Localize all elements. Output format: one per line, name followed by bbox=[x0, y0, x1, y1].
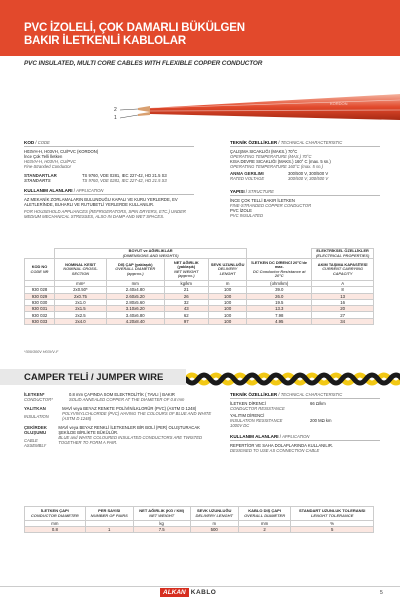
jumper-right-column: TEKNİK ÖZELLİKLER / TECHNICAL CHARACTERISTIC İLETKEN DİRENCİ CONDUCTOR RESISTANCE 66 Ω/km YALITIM DİRENCİ INSULATION RESISTANCE 1000V DC 200 MΩ km KULLANIM ALANLARI / APPLICATION REPERTİOR VE SAHA DOLAPLARINDA KULLANILIR. DESIGNED TO USE AS CONNECTION CABLE bbox=[230, 392, 380, 453]
kod-label: KOD bbox=[24, 140, 35, 145]
jumper-conductor-value-en: SOLID ANNEALED COPPER AT THE DIAMETER OF 0.8 mm bbox=[69, 397, 185, 402]
jumper-resistance-label: İLETKEN DİRENCİ bbox=[230, 401, 266, 406]
page-number: 5 bbox=[380, 590, 383, 596]
jumper-insulation-value-en: POLYVINYLCHLORIDE (PVC) HAVING THE COLOURS OF BLUE AND WHITE (ASTM D 1248) bbox=[62, 411, 212, 421]
jumper-application-label: KULLANIM ALANLARI bbox=[230, 434, 279, 439]
voltage-label-en: RATED VOLTAGE bbox=[230, 176, 265, 181]
jumper-application-label-en: APPLICATION bbox=[282, 434, 310, 439]
code-1-en: H03VH-H, H03VH, CU/PVC bbox=[24, 159, 76, 164]
jumper-assembly-value-en: BLUE and WHITE COLOURED INSULATED CONDUCTORS ARE TWISTED TOGETHER TO FORM A PAIR. bbox=[58, 435, 203, 445]
jumper-wire-illustration bbox=[186, 368, 400, 390]
voltage-value-en: 300/500 V, 300/500 V bbox=[288, 176, 329, 181]
cable-label-2: 2 bbox=[114, 107, 117, 113]
code-1: H03VH-H, H03VH, CU/PVC (KORDON) bbox=[24, 149, 99, 154]
table-row: 930 028 2x0.50* 2.40x4.80 21 100 39.0 8 bbox=[25, 287, 374, 293]
structure-2: PVC İZOLE bbox=[230, 208, 252, 213]
jumper-insulation-res-value: 200 MΩ km bbox=[310, 418, 332, 423]
brand-logo-text: KABLO bbox=[190, 589, 217, 596]
jumper-insulation-label-en: INSULATION bbox=[24, 414, 49, 419]
standards-label: STANDARTLAR bbox=[24, 173, 57, 178]
standards-value-en: TS 9760, VDE 0281, IEC 227-42, HD 21.5 S3 bbox=[82, 178, 167, 183]
tech-label: TEKNİK ÖZELLİKLER bbox=[230, 140, 278, 145]
brand-logo-mark: ALKAN bbox=[160, 588, 189, 597]
jumper-insulation-value: MAVİ veya BEYAZ RENKTE POLİVİNİLKLORÜR (PVC) (ASTM D 1248) bbox=[62, 406, 197, 411]
kod-label-en: CODE bbox=[37, 140, 50, 145]
jumper-tech-label-en: TECHNICAL CHARACTERISTIC bbox=[280, 392, 343, 397]
cable-label-1: 1 bbox=[114, 115, 117, 121]
table-row: 0.8 1 7.5 500 2 5 bbox=[25, 527, 374, 533]
brand-logo bbox=[160, 588, 216, 597]
structure-label-en: STRUCTURE bbox=[248, 189, 274, 194]
table-row: 930 033 2x4.0 4.20x8.40 97 100 4.95 34 bbox=[25, 318, 374, 324]
jumper-assembly-label: ÇEKİRDEK OLUŞUMU bbox=[24, 425, 47, 435]
cable-print: KORDON bbox=[330, 101, 348, 106]
structure-1: İNCE ÇOK TELLİ BAKIR İLETKEN bbox=[230, 198, 295, 203]
jumper-left-column bbox=[24, 392, 214, 448]
code-2: İnce Çok Telli İletken bbox=[24, 154, 63, 159]
left-spec-column: KOD / CODE H03VH-H, H03VH, CU/PVC (KORDON) İnce Çok Telli İletken H03VH-H, H03VH, CU/PVC Fine-Stranded Conductor STANDARTLAR STANDARTS TS 9760, VDE 0281, IEC 227-42, HD 21.5 S3 TS 9760, VDE 0281, IEC 227-42, HD 21.5 S3 KULLANIM ALANLARI / APPLICATION AZ MEKANİK ZORLAMALARIN BULUNDUĞU KAPALI VE KURU YERLERDE, EV ALETLERİNDE, BUHARLI VE RUTUBETLİ YERLERDE KULLANILIR. FOR HOUSEHOLD APPLIANCES (REFRIGERATORS, SPIN DRYERS, ETC.) UNDER MEDIUM MECHANICAL STRESSES, ALSO IN DAMP AND WET SPACES. bbox=[24, 140, 194, 219]
code-2-en: Fine-Stranded Conductor bbox=[24, 164, 72, 169]
jumper-resistance-label-en: CONDUCTOR RESISTANCE bbox=[230, 406, 285, 411]
application-text-en: FOR HOUSEHOLD APPLIANCES (REFRIGERATORS, SPIN DRYERS, ETC.) UNDER MEDIUM MECHANICAL STRESSES, ALSO IN DAMP AND WET SPACES. bbox=[24, 209, 186, 219]
tech-label-en: TECHNICAL CHARACTERISTIC bbox=[280, 140, 343, 145]
jumper-application-text: REPERTİOR VE SAHA DOLAPLARINDA KULLANILIR. bbox=[230, 443, 334, 448]
jumper-conductor-label-en: CONDUCTOR* bbox=[24, 397, 53, 402]
table-row: 930 029 2x0.75 2.60x5.20 26 100 26.0 13 bbox=[25, 293, 374, 299]
tech-item-1: ÇALIŞMA SICAKLIĞI (MAKS.) 70°C bbox=[230, 149, 298, 154]
standards-label-en: STANDARTS bbox=[24, 178, 51, 183]
jumper-insulation-res-label-en: INSULATION RESISTANCE bbox=[230, 418, 283, 423]
col-kod: KOD NO CODE NR bbox=[25, 259, 55, 281]
table-row: 930 031 2x1.5 3.10x6.20 43 100 13.3 20 bbox=[25, 306, 374, 312]
voltage-value: 300/500 V, 300/500 V bbox=[288, 171, 329, 176]
dimensions-table: BOYUT ve AĞIRLIKLAR (DIMENSIONS AND WEIGHTS) ELEKTRİKSEL ÖZELLİKLER (ELECTRICAL PROPERTIES) KOD NO CODE NR NOMINAL KESIT NOMINAL CROSS-SECTION DIŞ ÇAP (yaklaşık) OVERALL DIAMETER (approx.) NET AĞIRLIK (yaklaşık) NET WEIGHT (approx.) SEVK UZUNLUĞU DELIVERY LENGHT İLETKEN DC DİRENCİ 20°C'de max. DC Conductor Resistance at 20°C AKIM TAŞIMA KAPASİTESİ CURRENT CARRYING CAPACITY mm² mm kg/km m (ohm/km) A 930 028 2x0.50* 2.40x4.80 21 100 39.0 8 930 029 2x0.75 2.60x5.20 26 100 26.0 13 930 030 2x1.0 2.80x5.60 32 100 19.5 16 930 031 2x1.5 3.10x6.20 43 100 13.3 20 930 032 2x2.5 3.40x6.80 62 100 7.98 27 930 033 2x4.0 4.20x8.40 97 100 4.95 34 bbox=[24, 248, 374, 325]
col-kesit: NOMINAL KESIT NOMINAL CROSS-SECTION bbox=[55, 259, 107, 281]
jumper-assembly-value: MAVİ veya BEYAZ RENKLİ İLETKENLER BİR BOLİ (PER) OLUŞTURACAK ŞEKİLDE BİRLİKTE BÜKÜLÜR. bbox=[58, 425, 200, 435]
jumper-title: CAMPER TELİ / JUMPER WIRE bbox=[24, 372, 164, 383]
table-footnote: *300/300V H03VV-F bbox=[24, 350, 59, 354]
jumper-table: İLETKEN ÇAPI CONDUCTOR DIAMETER PER SAYISI NUMBER OF PAIRS NET AĞIRLIK (KG / KM) NET WEIGHT SEVK UZUNLUĞU DELIVERY LENGHT KABLO DIŞ ÇAPI OVERALL DIAMETER STANDART UZUNLUK TOLERANSI LENGHT TOLERANCE mm kg m mm % 0.8 1 7.5 500 2 5 bbox=[24, 506, 374, 533]
application-text: AZ MEKANİK ZORLAMALARIN BULUNDUĞU KAPALI VE KURU YERLERDE, EV ALETLERİNDE, BUHARLI VE RUTUBETLİ YERLERDE KULLANILIR. bbox=[24, 197, 178, 207]
group-electrical-header: ELEKTRİKSEL ÖZELLİKLER (ELECTRICAL PROPERTIES) bbox=[312, 249, 374, 259]
col-delivery-length: SEVK UZUNLUĞU DELIVERY LENGHT bbox=[190, 507, 238, 521]
page-header bbox=[0, 0, 400, 56]
right-spec-column: TEKNİK ÖZELLİKLER / TECHNICAL CHARACTERISTIC ÇALIŞMA SICAKLIĞI (MAKS.) 70°C OPERATING TEMPERATURE (MAX.) 70°C KISA DEVRE SICAKLIĞI (MAKS.) 160° C (max. 5 sn.) OPERATING TEMPERATURE 160°C (max. 5 sn.) ANMA GERILIMI RATED VOLTAGE 300/500 V, 300/500 V 300/500 V, 300/500 V YAPISI / STRUCTURE İNCE ÇOK TELLİ BAKIR İLETKEN FINE-STRANDED COPPER CONDUCTOR PVC İZOLE PVC INSULATED bbox=[230, 140, 380, 218]
col-pairs: PER SAYISI NUMBER OF PAIRS bbox=[85, 507, 133, 521]
col-direnc: İLETKEN DC DİRENCİ 20°C'de max. DC Conductor Resistance at 20°C bbox=[247, 259, 312, 281]
jumper-title-bar bbox=[0, 369, 186, 385]
page-title-line1: PVC İZOLELİ, ÇOK DAMARLI BÜKÜLGEN bbox=[24, 22, 245, 34]
col-sevk: SEVK UZUNLUĞU DELIVERY LENGHT bbox=[209, 259, 247, 281]
jumper-tech-label: TEKNİK ÖZELLİKLER bbox=[230, 392, 278, 397]
standards-value: TS 9760, VDE 0281, IEC 227-42, HD 21.5 S3 bbox=[82, 173, 167, 178]
jumper-conductor-label: İLETKEN* bbox=[24, 392, 45, 397]
structure-1-en: FINE-STRANDED COPPER CONDUCTOR bbox=[230, 203, 312, 208]
jumper-application-text-en: DESIGNED TO USE AS CONNECTION CABLE bbox=[230, 448, 320, 453]
tech-item-2-en: OPERATING TEMPERATURE 160°C (max. 5 sn.) bbox=[230, 164, 323, 169]
page-subtitle: PVC INSULATED, MULTI CORE CABLES WITH FLEXIBLE COPPER CONDUCTOR bbox=[24, 60, 263, 67]
footer-divider bbox=[0, 586, 400, 587]
tech-item-2: KISA DEVRE SICAKLIĞI (MAKS.) 160° C (max. 5 sn.) bbox=[230, 159, 331, 164]
col-agirlik: NET AĞIRLIK (yaklaşık) NET WEIGHT (approx.) bbox=[164, 259, 208, 281]
structure-2-en: PVC INSULATED bbox=[230, 213, 263, 218]
col-cap: DIŞ ÇAP (yaklaşık) OVERALL DIAMETER (approx.) bbox=[106, 259, 164, 281]
col-length-tolerance: STANDART UZUNLUK TOLERANSI LENGHT TOLERANCE bbox=[291, 507, 374, 521]
jumper-resistance-value: 66 Ω/km bbox=[310, 401, 326, 406]
jumper-conductor-value: 0.8 mm ÇAPINDA SOM ELEKTROLİTİK ( TAVLI ) BAKIR bbox=[69, 392, 175, 397]
cable-illustration bbox=[0, 76, 400, 140]
tech-item-1-en: OPERATING TEMPERATURE (MAX.) 70°C bbox=[230, 154, 312, 159]
application-label: KULLANIM ALANLARI bbox=[24, 188, 73, 193]
col-net-weight: NET AĞIRLIK (KG / KM) NET WEIGHT bbox=[133, 507, 190, 521]
col-overall-diameter: KABLO DIŞ ÇAPI OVERALL DIAMETER bbox=[238, 507, 291, 521]
jumper-assembly-label-en: CABLE ASSEMBLY bbox=[24, 438, 47, 448]
page-title-line2: BAKIR İLETKENLİ KABLOLAR bbox=[24, 35, 186, 47]
table-row: 930 032 2x2.5 3.40x6.80 62 100 7.98 27 bbox=[25, 312, 374, 318]
structure-label: YAPISI bbox=[230, 189, 245, 194]
voltage-label: ANMA GERILIMI bbox=[230, 171, 264, 176]
group-dimensions-header: BOYUT ve AĞIRLIKLAR (DIMENSIONS AND WEIGHTS) bbox=[55, 249, 247, 259]
jumper-insulation-res-label: YALITIM DİRENCİ bbox=[230, 413, 265, 418]
table-row: 930 030 2x1.0 2.80x5.60 32 100 19.5 16 bbox=[25, 299, 374, 305]
jumper-insulation-label: YALITKAN bbox=[24, 406, 46, 411]
col-akim: AKIM TAŞIMA KAPASİTESİ CURRENT CARRYING CAPACITY bbox=[312, 259, 374, 281]
col-conductor-diameter: İLETKEN ÇAPI CONDUCTOR DIAMETER bbox=[25, 507, 86, 521]
jumper-insulation-res-sub: 1000V DC bbox=[230, 423, 250, 428]
application-label-en: APPLICATION bbox=[76, 188, 104, 193]
